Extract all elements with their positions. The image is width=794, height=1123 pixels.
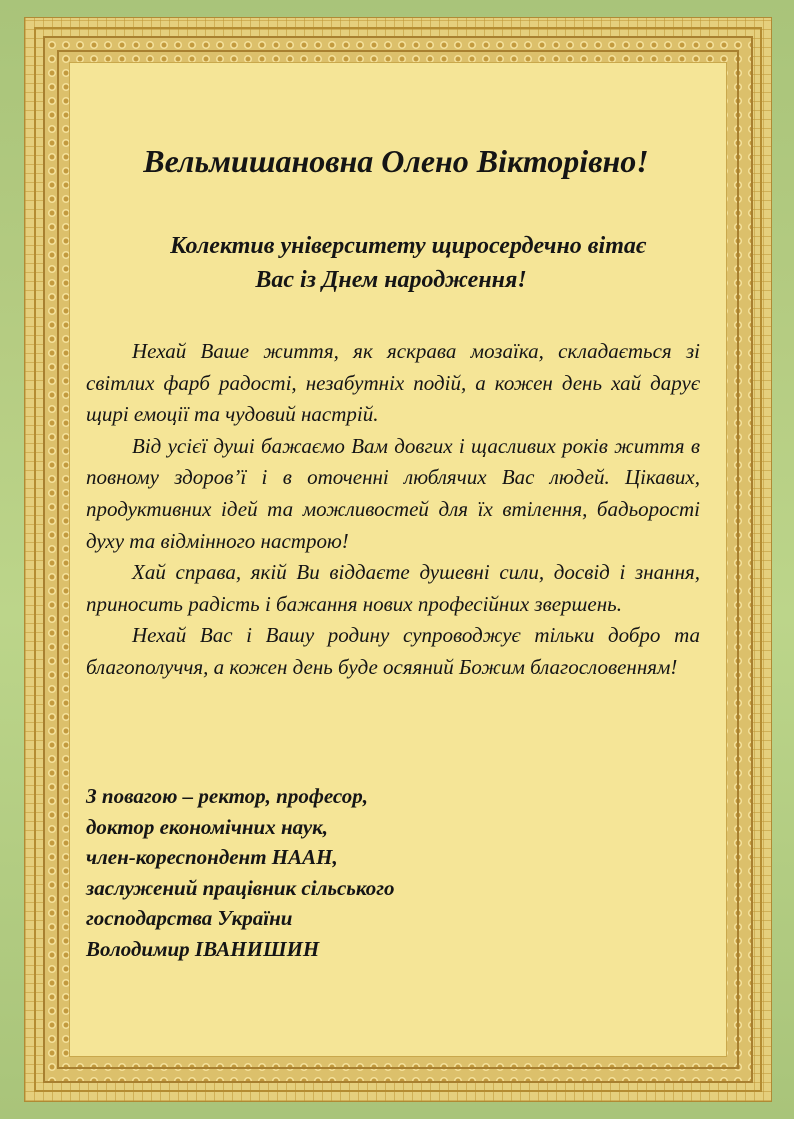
signature-line: доктор економічних наук, [86, 814, 329, 839]
signature-name: Володимир ІВАНИШИН [86, 936, 320, 961]
signature-line: заслужений працівник сільського [86, 875, 395, 900]
paragraph: Нехай Ваше життя, як яскрава мозаїка, складається зі світлих фарб радості, незабутніх подій, а кожен день хай дарує щирі емоції та чудовий настрій. [86, 339, 700, 427]
letter-body [86, 336, 700, 684]
signature-line: господарства України [86, 906, 293, 931]
greeting-heading: Вельмишановна Олено Вікторівно! [143, 143, 649, 179]
paragraph: Від усієї душі бажаємо Вам довгих і щасливих років життя в повному здоров’ї і в оточенні люблячих Вас людей. Цікавих, продуктивних ідей та можливостей для їх втілення, бадьорості духу та відмінного настрою! [86, 433, 700, 553]
signature-line: член-кореспондент НААН, [86, 845, 338, 870]
signature-line: З повагою – ректор, професор, [86, 784, 368, 808]
page-bottom-strip [0, 1119, 794, 1123]
paragraph: Нехай Вас і Вашу родину супроводжує тільки добро та благополуччя, а кожен день буде осяяний Божим благословенням! [86, 623, 700, 679]
congratulation-heading [86, 229, 706, 297]
congratulation-line-2: Вас із Днем народження! [255, 267, 527, 293]
letter-content [86, 0, 702, 1100]
signature-block [86, 781, 606, 965]
paragraph: Хай справа, якій Ви віддаєте душевні сили, досвід і знання, приносить радість і бажання нових професійних звершень. [86, 560, 700, 616]
congratulation-line-1: Колектив університету щиросердечно вітає [170, 233, 646, 259]
